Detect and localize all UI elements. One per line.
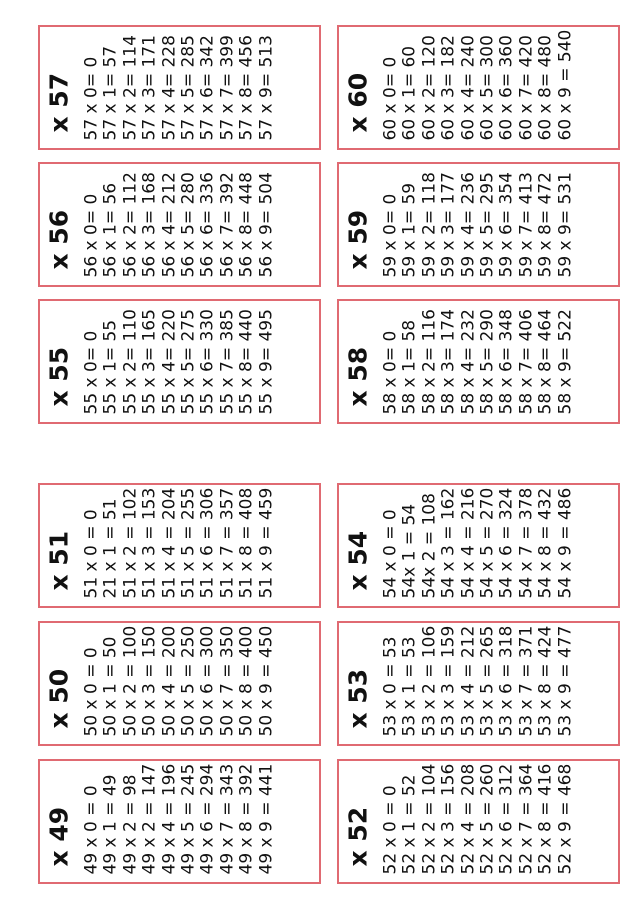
table-row: 49 x 1 = 49 bbox=[100, 774, 121, 874]
table-row: 53 x 2 = 106 bbox=[418, 625, 439, 736]
table-row: 50 x 4 = 200 bbox=[158, 625, 179, 736]
table-row: 55 x 1= 55 bbox=[100, 319, 121, 414]
table-row: 59 x 4= 236 bbox=[457, 171, 478, 277]
table-row: 54x 1 = 54 bbox=[399, 503, 420, 598]
table-card-49 bbox=[38, 759, 321, 884]
table-row: 49 x 7 = 343 bbox=[216, 763, 237, 874]
table-row: 58 x 2= 116 bbox=[418, 308, 439, 414]
table-row: 57 x 3= 171 bbox=[139, 34, 160, 140]
card-title: x 59 bbox=[343, 209, 372, 269]
table-row: 57 x 0= 0 bbox=[81, 56, 101, 140]
table-row: 52 x 5 = 260 bbox=[477, 763, 498, 874]
card-title: x 56 bbox=[44, 209, 73, 269]
table-row: 55 x 9= 495 bbox=[255, 308, 276, 414]
table-card-53 bbox=[337, 621, 620, 746]
table-row: 53 x 9 = 477 bbox=[554, 625, 575, 736]
table-row: 51 x 4 = 204 bbox=[158, 487, 179, 598]
table-row: 59 x 2= 118 bbox=[418, 171, 439, 277]
card-title: x 51 bbox=[44, 530, 73, 590]
table-row: 51 x 0 = 0 bbox=[81, 508, 101, 598]
table-row: 50 x 1 = 50 bbox=[100, 636, 121, 736]
card-title: x 58 bbox=[343, 346, 372, 406]
card-title: x 52 bbox=[343, 806, 372, 866]
table-card-60 bbox=[337, 25, 620, 150]
table-card-55 bbox=[38, 299, 321, 424]
table-row: 55 x 2= 110 bbox=[119, 308, 140, 414]
table-row: 56 x 6= 336 bbox=[197, 171, 218, 277]
table-row: 53 x 5 = 265 bbox=[477, 625, 498, 736]
table-row: 60 x 0= 0 bbox=[380, 56, 400, 140]
table-row: 57 x 6= 342 bbox=[197, 34, 218, 140]
table-row: 58 x 4= 232 bbox=[457, 308, 478, 414]
table-row: 58 x 5= 290 bbox=[477, 308, 498, 414]
table-row: 58 x 7= 406 bbox=[515, 308, 536, 414]
table-row: 52 x 1 = 52 bbox=[399, 774, 420, 874]
table-row: 54 x 6 = 324 bbox=[496, 487, 517, 598]
table-row: 56 x 8= 448 bbox=[236, 171, 257, 277]
table-row: 50 x 6 = 300 bbox=[197, 625, 218, 736]
table-row: 55 x 6= 330 bbox=[197, 308, 218, 414]
table-row: 51 x 8 = 408 bbox=[236, 487, 257, 598]
table-row: 49 x 8 = 392 bbox=[236, 763, 257, 874]
table-row: 59 x 7= 413 bbox=[515, 171, 536, 277]
table-row: 59 x 6= 354 bbox=[496, 171, 517, 277]
table-row: 51 x 7 = 357 bbox=[216, 487, 237, 598]
table-row: 49 x 6 = 294 bbox=[197, 763, 218, 874]
table-row: 56 x 2= 112 bbox=[119, 171, 140, 277]
table-card-51 bbox=[38, 483, 321, 608]
table-card-50 bbox=[38, 621, 321, 746]
table-row: 58 x 8= 464 bbox=[535, 308, 556, 414]
table-row: 52 x 0 = 0 bbox=[380, 784, 400, 874]
card-title: x 53 bbox=[343, 668, 372, 728]
table-row: 57 x 1= 57 bbox=[100, 45, 121, 140]
table-row: 56 x 3= 168 bbox=[139, 171, 160, 277]
table-row: 60 x 2= 120 bbox=[418, 34, 439, 140]
card-title: x 57 bbox=[44, 72, 73, 132]
table-row: 57 x 4= 228 bbox=[158, 34, 179, 140]
table-row: 58 x 3= 174 bbox=[438, 308, 459, 414]
table-row: 56 x 0= 0 bbox=[81, 193, 101, 277]
table-card-52 bbox=[337, 759, 620, 884]
card-title: x 49 bbox=[44, 806, 73, 866]
table-row: 57 x 9= 513 bbox=[255, 34, 276, 140]
table-row: 49 x 0 = 0 bbox=[81, 784, 101, 874]
table-row: 58 x 1= 58 bbox=[399, 319, 420, 414]
table-row: 49 x 2 = 147 bbox=[139, 763, 160, 874]
table-row: 53 x 4 = 212 bbox=[457, 625, 478, 736]
table-row: 51 x 5 = 255 bbox=[178, 487, 199, 598]
table-row: 49 x 9 = 441 bbox=[255, 763, 276, 874]
table-row: 51 x 2 = 102 bbox=[119, 487, 140, 598]
table-row: 57 x 7= 399 bbox=[216, 34, 237, 140]
table-row: 54 x 0 = 0 bbox=[380, 508, 400, 598]
table-row: 60 x 5= 300 bbox=[477, 34, 498, 140]
table-row: 55 x 5= 275 bbox=[178, 308, 199, 414]
table-row: 55 x 8= 440 bbox=[236, 308, 257, 414]
table-row: 50 x 2 = 100 bbox=[119, 625, 140, 736]
table-row: 50 x 5 = 250 bbox=[178, 625, 199, 736]
table-row: 57 x 5= 285 bbox=[178, 34, 199, 140]
table-row: 54 x 3 = 162 bbox=[438, 487, 459, 598]
table-row: 56 x 7= 392 bbox=[216, 171, 237, 277]
table-row: 51 x 3 = 153 bbox=[139, 487, 160, 598]
table-row: 58 x 6= 348 bbox=[496, 308, 517, 414]
table-row: 49 x 5 = 245 bbox=[178, 763, 199, 874]
table-row: 52 x 6 = 312 bbox=[496, 763, 517, 874]
table-row: 50 x 7 = 350 bbox=[216, 625, 237, 736]
table-row: 54x 2 = 108 bbox=[418, 492, 439, 598]
table-row: 60 x 9 = 540 bbox=[554, 29, 575, 140]
table-row: 60 x 3= 182 bbox=[438, 34, 459, 140]
table-row: 52 x 4 = 208 bbox=[457, 763, 478, 874]
table-row: 59 x 1= 59 bbox=[399, 182, 420, 277]
table-row: 56 x 4= 212 bbox=[158, 171, 179, 277]
table-row: 60 x 4= 240 bbox=[457, 34, 478, 140]
table-card-59 bbox=[337, 162, 620, 287]
table-row: 53 x 1 = 53 bbox=[399, 636, 420, 736]
table-row: 57 x 2= 114 bbox=[119, 34, 140, 140]
table-card-58 bbox=[337, 299, 620, 424]
table-row: 53 x 3 = 159 bbox=[438, 625, 459, 736]
table-row: 53 x 6 = 318 bbox=[496, 625, 517, 736]
table-row: 54 x 8 = 432 bbox=[535, 487, 556, 598]
table-row: 53 x 7 = 371 bbox=[515, 625, 536, 736]
card-title: x 60 bbox=[343, 72, 372, 132]
table-row: 58 x 0= 0 bbox=[380, 330, 400, 414]
table-row: 59 x 9= 531 bbox=[554, 171, 575, 277]
table-row: 56 x 5= 280 bbox=[178, 171, 199, 277]
table-row: 60 x 8= 480 bbox=[535, 34, 556, 140]
table-row: 52 x 7 = 364 bbox=[515, 763, 536, 874]
table-row: 51 x 6 = 306 bbox=[197, 487, 218, 598]
table-row: 59 x 5= 295 bbox=[477, 171, 498, 277]
card-title: x 55 bbox=[44, 346, 73, 406]
table-row: 55 x 0= 0 bbox=[81, 330, 101, 414]
card-title: x 54 bbox=[343, 530, 372, 590]
table-row: 53 x 0 = 53 bbox=[380, 636, 400, 736]
table-row: 52 x 9 = 468 bbox=[554, 763, 575, 874]
table-row: 54 x 5 = 270 bbox=[477, 487, 498, 598]
table-row: 52 x 2 = 104 bbox=[418, 763, 439, 874]
table-row: 50 x 0 = 0 bbox=[81, 646, 101, 736]
table-row: 49 x 4 = 196 bbox=[158, 763, 179, 874]
table-row: 53 x 8 = 424 bbox=[535, 625, 556, 736]
table-row: 51 x 9 = 459 bbox=[255, 487, 276, 598]
table-row: 50 x 9 = 450 bbox=[255, 625, 276, 736]
table-row: 59 x 3= 177 bbox=[438, 171, 459, 277]
table-row: 55 x 4= 220 bbox=[158, 308, 179, 414]
table-card-54 bbox=[337, 483, 620, 608]
table-row: 58 x 9= 522 bbox=[554, 308, 575, 414]
table-row: 60 x 1= 60 bbox=[399, 45, 420, 140]
table-row: 60 x 6= 360 bbox=[496, 34, 517, 140]
table-row: 49 x 2 = 98 bbox=[119, 774, 140, 874]
table-card-57 bbox=[38, 25, 321, 150]
table-row: 50 x 8 = 400 bbox=[236, 625, 257, 736]
table-row: 50 x 3 = 150 bbox=[139, 625, 160, 736]
table-row: 52 x 8 = 416 bbox=[535, 763, 556, 874]
table-row: 54 x 9 = 486 bbox=[554, 487, 575, 598]
table-card-56 bbox=[38, 162, 321, 287]
table-row: 21 x 1 = 51 bbox=[100, 498, 121, 598]
table-row: 59 x 8= 472 bbox=[535, 171, 556, 277]
table-row: 55 x 7= 385 bbox=[216, 308, 237, 414]
table-row: 54 x 7 = 378 bbox=[515, 487, 536, 598]
table-row: 52 x 3 = 156 bbox=[438, 763, 459, 874]
table-row: 57 x 8= 456 bbox=[236, 34, 257, 140]
table-row: 56 x 9= 504 bbox=[255, 171, 276, 277]
table-row: 60 x 7= 420 bbox=[515, 34, 536, 140]
table-row: 59 x 0= 0 bbox=[380, 193, 400, 277]
card-title: x 50 bbox=[44, 668, 73, 728]
table-row: 56 x 1= 56 bbox=[100, 182, 121, 277]
table-row: 55 x 3= 165 bbox=[139, 308, 160, 414]
table-row: 54 x 4 = 216 bbox=[457, 487, 478, 598]
